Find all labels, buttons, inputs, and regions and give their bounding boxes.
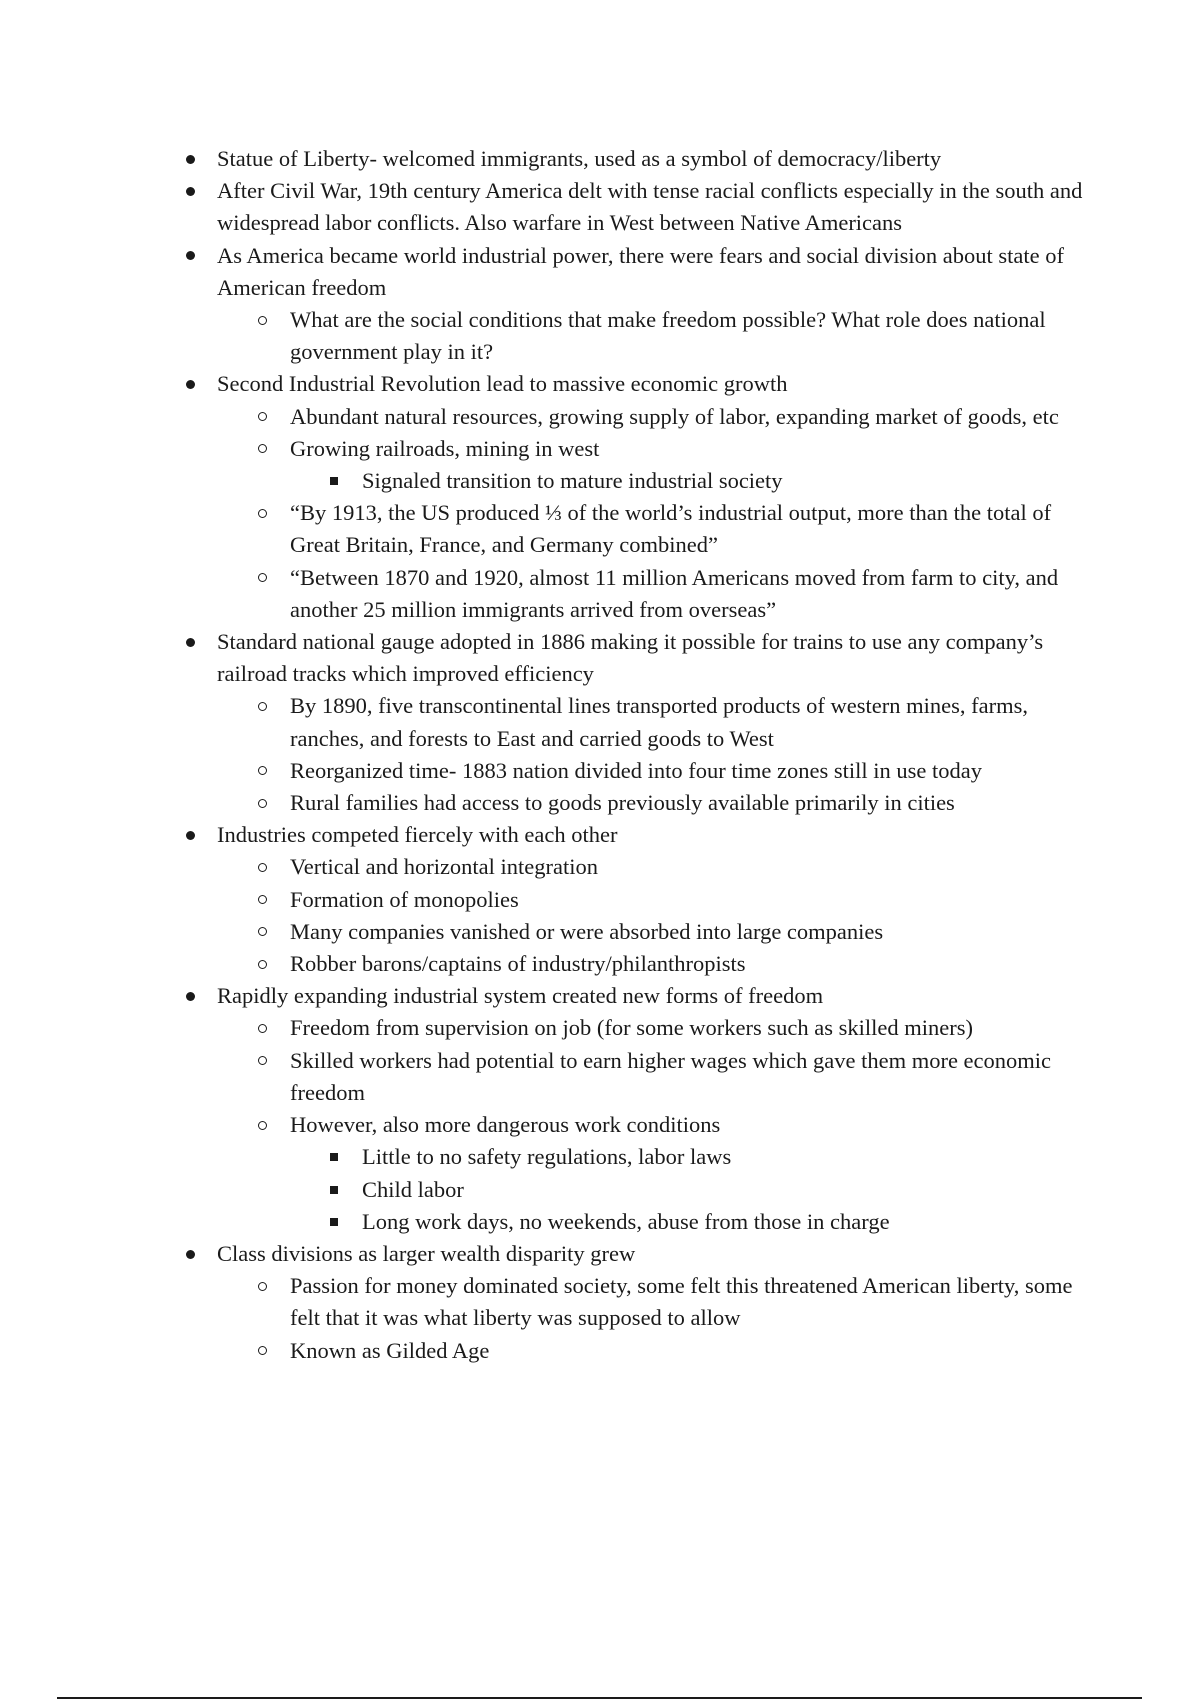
- sub-bullet-item: [180, 787, 1100, 819]
- bullet-text: Reorganized time- 1883 nation divided into four time zones still in use today: [290, 757, 982, 783]
- sub-bullet-item: [180, 948, 1100, 980]
- bullet-item: [180, 175, 1100, 239]
- bullet-item: [180, 143, 1100, 175]
- bullet-circle-icon: [252, 497, 272, 529]
- bullet-text: Little to no safety regulations, labor laws: [362, 1144, 732, 1170]
- sub-bullet-item: [180, 916, 1100, 948]
- bullet-text: Known as Gilded Age: [290, 1337, 490, 1363]
- bullet-text: Many companies vanished or were absorbed into large companies: [290, 918, 884, 944]
- sub-bullet-item: [180, 1270, 1100, 1334]
- bullet-text: Abundant natural resources, growing supply of labor, expanding market of goods, etc: [290, 403, 1059, 429]
- bullet-circle-icon: [252, 562, 272, 594]
- sub-bullet-item: [180, 1045, 1100, 1109]
- sub-bullet-item: [180, 1109, 1100, 1141]
- bullet-disc-icon: [180, 819, 200, 851]
- bullet-text: However, also more dangerous work conditions: [290, 1112, 721, 1138]
- bullet-disc-icon: [180, 368, 200, 400]
- bullet-disc-icon: [180, 1238, 200, 1270]
- sub-sub-bullet-item: [180, 1174, 1100, 1206]
- bullet-text: Freedom from supervision on job (for some workers such as skilled miners): [290, 1015, 973, 1041]
- bullet-circle-icon: [252, 1335, 272, 1367]
- bullet-circle-icon: [252, 1270, 272, 1302]
- bullet-text: After Civil War, 19th century America delt with tense racial conflicts especially in the south and widespread labor conflicts. Also warfare in West between Native Americans: [217, 178, 1083, 236]
- bullet-text: Passion for money dominated society, some felt this threatened American liberty, some felt that it was what liberty was supposed to allow: [290, 1273, 1073, 1331]
- bullet-square-icon: [324, 465, 344, 497]
- bullet-text: Skilled workers had potential to earn higher wages which gave them more economic freedom: [290, 1047, 1052, 1105]
- bullet-notes: [180, 143, 1100, 1367]
- bullet-circle-icon: [252, 1109, 272, 1141]
- sub-bullet-item: [180, 755, 1100, 787]
- bullet-item: [180, 240, 1100, 304]
- bullet-circle-icon: [252, 787, 272, 819]
- bullet-circle-icon: [252, 884, 272, 916]
- bullet-disc-icon: [180, 626, 200, 658]
- bullet-circle-icon: [252, 755, 272, 787]
- bullet-disc-icon: [180, 175, 200, 207]
- bullet-text: Long work days, no weekends, abuse from those in charge: [362, 1208, 890, 1234]
- bullet-circle-icon: [252, 916, 272, 948]
- bullet-item: [180, 368, 1100, 400]
- sub-bullet-item: [180, 1012, 1100, 1044]
- bullet-square-icon: [324, 1174, 344, 1206]
- sub-bullet-item: [180, 690, 1100, 754]
- bullet-circle-icon: [252, 401, 272, 433]
- bullet-text: Standard national gauge adopted in 1886 making it possible for trains to use any company’s railroad tracks which improved efficiency: [217, 629, 1044, 687]
- sub-bullet-item: [180, 562, 1100, 626]
- bullet-text: Industries competed fiercely with each other: [217, 822, 618, 848]
- sub-bullet-item: [180, 401, 1100, 433]
- bullet-text: What are the social conditions that make freedom possible? What role does national government play in it?: [290, 307, 1046, 365]
- sub-sub-bullet-item: [180, 1141, 1100, 1173]
- bullet-circle-icon: [252, 433, 272, 465]
- sub-bullet-item: [180, 304, 1100, 368]
- bullet-text: Robber barons/captains of industry/philanthropists: [290, 951, 746, 977]
- bullet-item: [180, 819, 1100, 851]
- bullet-circle-icon: [252, 690, 272, 722]
- bullet-text: Vertical and horizontal integration: [290, 854, 599, 880]
- sub-sub-bullet-item: [180, 465, 1100, 497]
- bullet-square-icon: [324, 1206, 344, 1238]
- bullet-text: Growing railroads, mining in west: [290, 435, 600, 461]
- bullet-text: As America became world industrial power, there were fears and social division about state of American freedom: [217, 242, 1064, 300]
- bullet-text: Second Industrial Revolution lead to massive economic growth: [217, 371, 788, 397]
- bullet-text: Child labor: [362, 1176, 464, 1202]
- bullet-square-icon: [324, 1141, 344, 1173]
- bullet-item: [180, 1238, 1100, 1270]
- page-bottom-rule: [57, 1697, 1142, 1699]
- bullet-circle-icon: [252, 1045, 272, 1077]
- bullet-disc-icon: [180, 240, 200, 272]
- bullet-text: Class divisions as larger wealth disparity grew: [217, 1240, 636, 1266]
- bullet-circle-icon: [252, 304, 272, 336]
- bullet-text: Rapidly expanding industrial system created new forms of freedom: [217, 983, 824, 1009]
- bullet-text: Formation of monopolies: [290, 886, 519, 912]
- sub-bullet-item: [180, 1335, 1100, 1367]
- bullet-text: “Between 1870 and 1920, almost 11 million Americans moved from farm to city, and another 25 million immigrants arrived from overseas”: [290, 564, 1059, 622]
- bullet-disc-icon: [180, 143, 200, 175]
- bullet-text: Rural families had access to goods previously available primarily in cities: [290, 790, 955, 816]
- bullet-circle-icon: [252, 851, 272, 883]
- bullet-text: Signaled transition to mature industrial society: [362, 468, 783, 494]
- sub-bullet-item: [180, 433, 1100, 465]
- sub-bullet-item: [180, 497, 1100, 561]
- bullet-circle-icon: [252, 948, 272, 980]
- bullet-text: “By 1913, the US produced ⅓ of the world’s industrial output, more than the total of Great Britain, France, and Germany combined”: [290, 500, 1052, 558]
- sub-bullet-item: [180, 884, 1100, 916]
- bullet-text: By 1890, five transcontinental lines transported products of western mines, farms, ranches, and forests to East and carried goods to West: [290, 693, 1028, 751]
- bullet-item: [180, 980, 1100, 1012]
- sub-sub-bullet-item: [180, 1206, 1100, 1238]
- bullet-text: Statue of Liberty- welcomed immigrants, used as a symbol of democracy/liberty: [217, 146, 942, 171]
- bullet-disc-icon: [180, 980, 200, 1012]
- bullet-item: [180, 626, 1100, 690]
- sub-bullet-item: [180, 851, 1100, 883]
- bullet-circle-icon: [252, 1012, 272, 1044]
